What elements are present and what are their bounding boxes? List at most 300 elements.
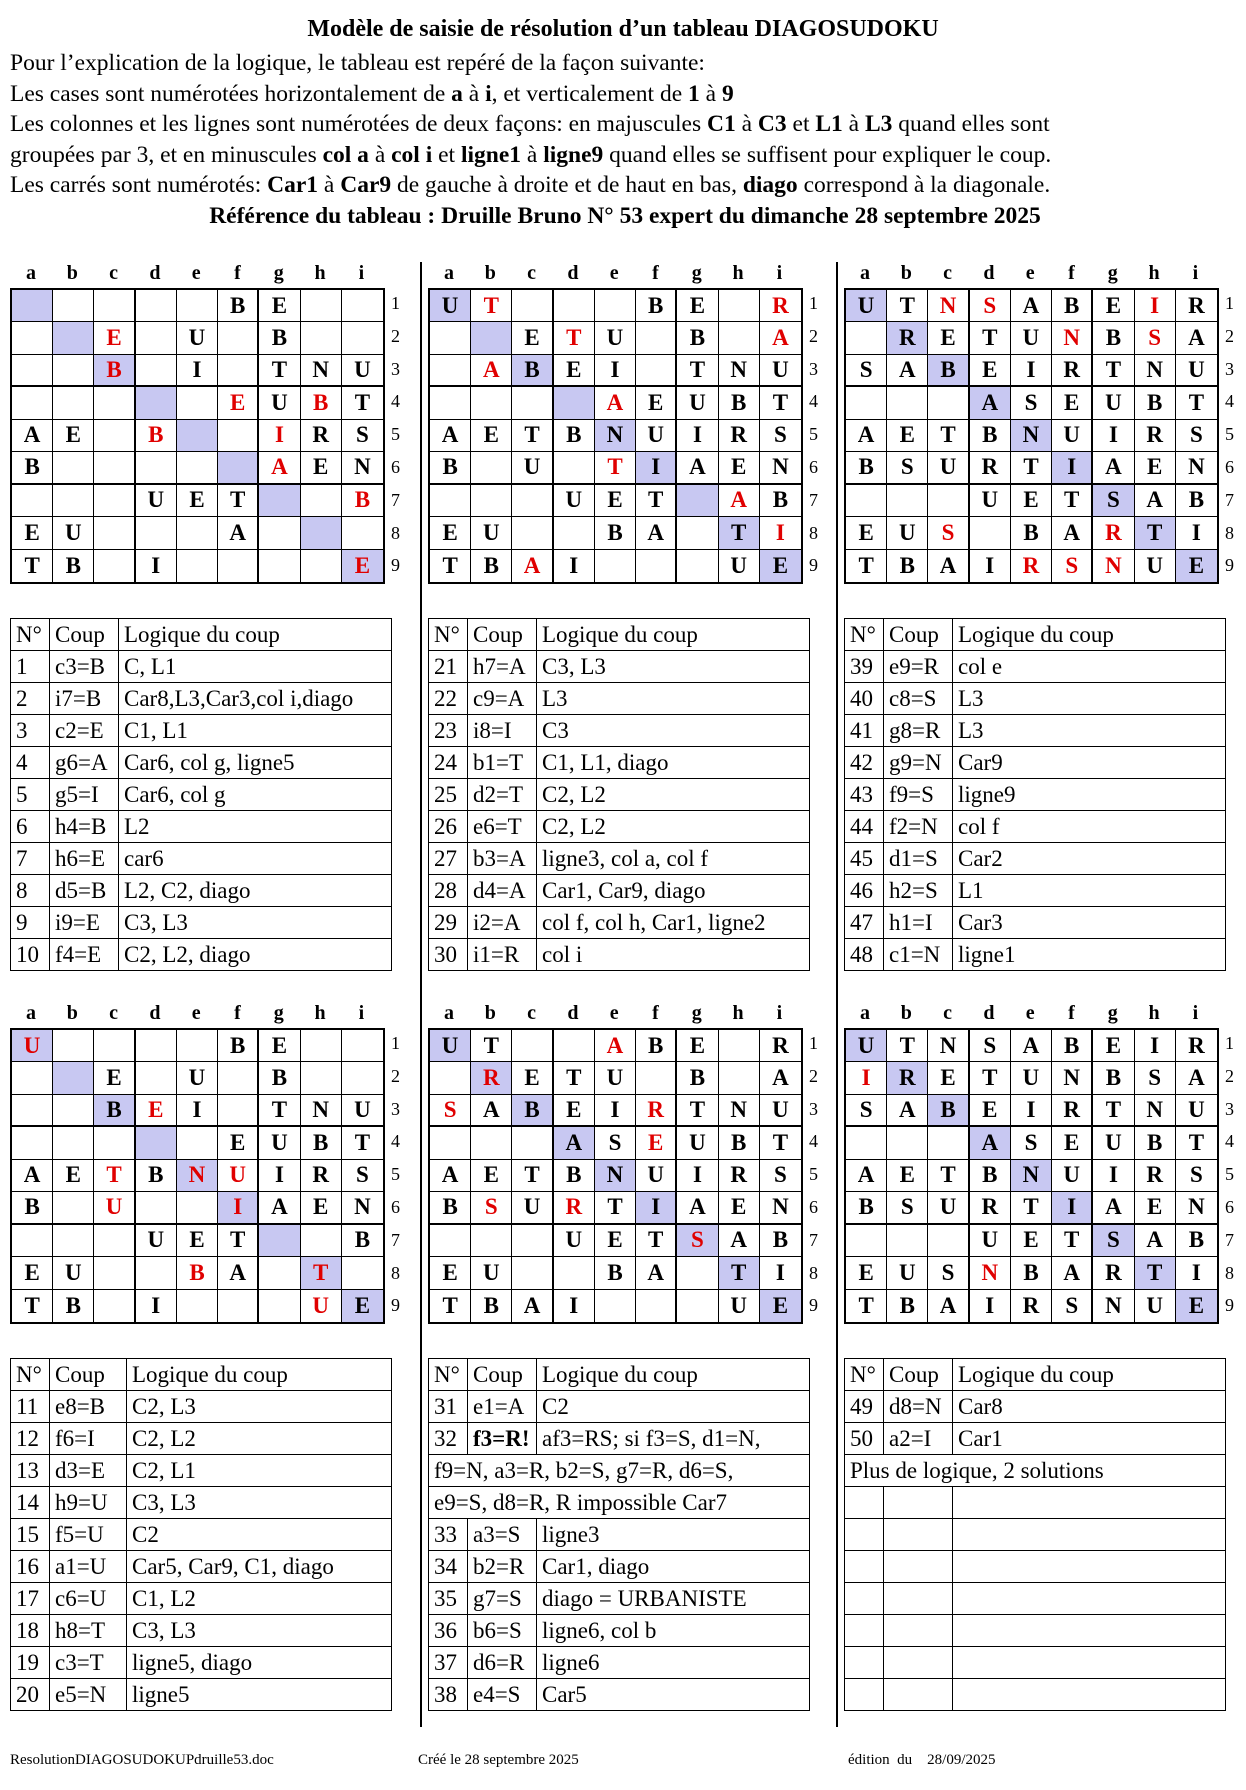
grid-cell xyxy=(677,550,718,582)
footer-filename: ResolutionDIAGOSUDOKUPdruille53.doc xyxy=(10,1752,274,1768)
grid-cell: T xyxy=(1135,517,1176,549)
row-number: 4 xyxy=(1225,391,1234,412)
log-cell: Car8,L3,Car3,col i,diago xyxy=(119,683,392,715)
grid-cell: B xyxy=(301,387,342,419)
grid-cell: U xyxy=(1093,387,1134,419)
log-cell: C3, L3 xyxy=(119,907,392,939)
grid-cell: U xyxy=(719,550,760,582)
row-number: 7 xyxy=(1225,489,1234,510)
grid-cell: R xyxy=(887,1062,928,1094)
log-cell: col e xyxy=(953,651,1226,683)
grid-cell: E xyxy=(218,1127,259,1159)
grid-cell xyxy=(471,1127,512,1159)
grid-cell: T xyxy=(218,1225,259,1257)
grid-cell: U xyxy=(719,1290,760,1322)
table-row xyxy=(429,1583,810,1615)
row-number: 7 xyxy=(809,1229,818,1250)
table-row xyxy=(845,1487,1226,1519)
grid-cell: T xyxy=(719,1257,760,1289)
grid-cell: E xyxy=(1093,290,1134,322)
log-cell: 20 xyxy=(11,1679,50,1711)
log-cell: h8=T xyxy=(50,1615,127,1647)
column-letter: i xyxy=(358,1002,365,1024)
grid-cell xyxy=(342,1062,383,1094)
move-log-table xyxy=(10,1358,392,1711)
log-cell: C3, L3 xyxy=(127,1487,392,1519)
grid-cell: E xyxy=(259,1030,300,1062)
log-header-cell: N° xyxy=(429,619,468,651)
grid-cell: S xyxy=(1135,322,1176,354)
grid-cell: R xyxy=(1176,290,1217,322)
column-letter: g xyxy=(273,262,284,284)
column-header xyxy=(844,262,1244,284)
column-letter: a xyxy=(444,1002,454,1024)
log-cell: 46 xyxy=(845,875,884,907)
grid-cell: B xyxy=(970,1160,1011,1192)
grid-cell xyxy=(94,550,135,582)
column-letter: a xyxy=(860,1002,870,1024)
log-header-cell: Coup xyxy=(50,1359,127,1391)
grid-cell: I xyxy=(1135,1030,1176,1062)
table-row xyxy=(11,811,392,843)
footer-edition: édition du 28/09/2025 xyxy=(848,1752,996,1768)
grid-cell: B xyxy=(1052,290,1093,322)
grid-cell: S xyxy=(595,1127,636,1159)
row-number: 4 xyxy=(1225,1131,1234,1152)
grid-cell xyxy=(177,550,218,582)
grid-cell xyxy=(94,485,135,517)
grid-cell: S xyxy=(760,1160,801,1192)
table-row xyxy=(429,651,810,683)
log-cell: ligne5, diago xyxy=(127,1647,392,1679)
grid-cell: B xyxy=(136,1160,177,1192)
grid-cell: T xyxy=(970,1062,1011,1094)
grid-cell: T xyxy=(218,485,259,517)
grid-cell xyxy=(218,1290,259,1322)
log-cell: d6=R xyxy=(468,1647,537,1679)
grid-cell: U xyxy=(1052,420,1093,452)
grid-cell xyxy=(218,420,259,452)
grid-cell xyxy=(259,1290,300,1322)
log-cell: 48 xyxy=(845,939,884,971)
table-row xyxy=(845,1679,1226,1711)
grid-cell xyxy=(430,1127,471,1159)
log-cell: 8 xyxy=(11,875,50,907)
log-cell: Plus de logique, 2 solutions xyxy=(845,1455,1226,1487)
grid-cell xyxy=(846,485,887,517)
column-letter: e xyxy=(1025,262,1035,284)
grid-cell xyxy=(512,290,553,322)
grid-cell xyxy=(177,1290,218,1322)
grid-cell: U xyxy=(1176,355,1217,387)
grid-cell: I xyxy=(1011,1095,1052,1127)
log-cell xyxy=(884,1583,953,1615)
log-header-cell: Coup xyxy=(468,1359,537,1391)
log-cell: Car1, Car9, diago xyxy=(537,875,810,907)
grid-cell: A xyxy=(636,1257,677,1289)
log-cell: e9=S, d8=R, R impossible Car7 xyxy=(429,1487,810,1519)
grid-cell: B xyxy=(430,452,471,484)
log-cell: ligne3, col a, col f xyxy=(537,843,810,875)
grid-cell: A xyxy=(760,322,801,354)
grid-cell: R xyxy=(1135,420,1176,452)
log-cell xyxy=(884,1519,953,1551)
column-letter: c xyxy=(943,1002,953,1024)
log-cell: diago = URBANISTE xyxy=(537,1583,810,1615)
row-header xyxy=(1225,288,1245,584)
grid-cell: S xyxy=(430,1095,471,1127)
column-letter: f xyxy=(234,1002,241,1024)
grid-cell xyxy=(846,1127,887,1159)
grid-cell: A xyxy=(1135,1225,1176,1257)
column-letter: h xyxy=(732,262,744,284)
log-cell xyxy=(953,1487,1226,1519)
row-number: 2 xyxy=(809,325,818,346)
grid-cell: S xyxy=(1052,1290,1093,1322)
log-cell: 35 xyxy=(429,1583,468,1615)
column-letter: h xyxy=(732,1002,744,1024)
log-cell: C, L1 xyxy=(119,651,392,683)
table-row xyxy=(11,875,392,907)
log-cell: 10 xyxy=(11,939,50,971)
grid-cell xyxy=(94,517,135,549)
grid-cell xyxy=(636,1062,677,1094)
grid-cell xyxy=(218,1095,259,1127)
grid-cell xyxy=(259,1225,300,1257)
log-cell: 30 xyxy=(429,939,468,971)
grid-cell xyxy=(342,517,383,549)
grid-cell: R xyxy=(719,1160,760,1192)
table-row xyxy=(845,1391,1226,1423)
grid-cell: I xyxy=(595,355,636,387)
grid-cell: B xyxy=(136,420,177,452)
grid-cell: T xyxy=(595,452,636,484)
grid-cell: N xyxy=(342,452,383,484)
grid-cell xyxy=(177,420,218,452)
log-cell: h2=S xyxy=(884,875,953,907)
grid-cell: T xyxy=(1011,452,1052,484)
grid-cell: A xyxy=(430,420,471,452)
row-number: 9 xyxy=(1225,1295,1234,1316)
log-cell: C2, L1 xyxy=(127,1455,392,1487)
grid-cell: I xyxy=(595,1095,636,1127)
grid-cell: U xyxy=(636,420,677,452)
log-cell: c3=T xyxy=(50,1647,127,1679)
log-cell: i8=I xyxy=(468,715,537,747)
grid-cell xyxy=(53,1030,94,1062)
grid-cell xyxy=(301,1062,342,1094)
row-number: 8 xyxy=(391,1262,400,1283)
grid-cell: N xyxy=(177,1160,218,1192)
row-number: 7 xyxy=(1225,1229,1234,1250)
grid-cell: A xyxy=(218,517,259,549)
grid-cell: A xyxy=(595,387,636,419)
log-cell xyxy=(845,1487,884,1519)
grid-cell: T xyxy=(760,1127,801,1159)
log-header-cell: Logique du coup xyxy=(119,619,392,651)
grid-cell: I xyxy=(136,550,177,582)
grid-cell: B xyxy=(887,1290,928,1322)
row-number: 7 xyxy=(391,489,400,510)
grid-cell xyxy=(136,452,177,484)
grid-cell: E xyxy=(177,1225,218,1257)
footer-created: Créé le 28 septembre 2025 xyxy=(418,1752,579,1768)
sudoku-grid xyxy=(428,288,803,584)
log-header-cell: N° xyxy=(11,1359,50,1391)
grid-cell: A xyxy=(887,1095,928,1127)
log-cell: L2, C2, diago xyxy=(119,875,392,907)
log-cell: C2, L2 xyxy=(537,811,810,843)
grid-cell: R xyxy=(970,1192,1011,1224)
log-cell: 25 xyxy=(429,779,468,811)
log-cell: g5=I xyxy=(50,779,119,811)
grid-cell xyxy=(53,485,94,517)
grid-cell: S xyxy=(1052,550,1093,582)
table-row xyxy=(845,1551,1226,1583)
table-row xyxy=(429,747,810,779)
log-cell: i1=R xyxy=(468,939,537,971)
grid-cell: I xyxy=(1176,517,1217,549)
log-cell: C1, L1, diago xyxy=(537,747,810,779)
column-letter: c xyxy=(109,262,119,284)
grid-cell: A xyxy=(928,1290,969,1322)
row-number: 2 xyxy=(1225,325,1234,346)
table-row xyxy=(845,651,1226,683)
row-number: 3 xyxy=(809,1098,818,1119)
log-cell: c8=S xyxy=(884,683,953,715)
grid-cell: R xyxy=(636,1095,677,1127)
grid-cell: U xyxy=(1135,550,1176,582)
grid-cell: E xyxy=(1093,1030,1134,1062)
grid-cell: I xyxy=(636,1192,677,1224)
log-cell: g8=R xyxy=(884,715,953,747)
column-letter: c xyxy=(527,1002,537,1024)
log-cell: ligne6, col b xyxy=(537,1615,810,1647)
grid-cell: E xyxy=(760,550,801,582)
grid-cell xyxy=(12,1225,53,1257)
grid-cell xyxy=(177,387,218,419)
grid-cell: I xyxy=(970,550,1011,582)
grid-cell: B xyxy=(677,1062,718,1094)
log-cell: c3=B xyxy=(50,651,119,683)
log-cell: ligne1 xyxy=(953,939,1226,971)
log-cell: 2 xyxy=(11,683,50,715)
log-cell: d2=T xyxy=(468,779,537,811)
grid-cell: S xyxy=(342,1160,383,1192)
grid-cell xyxy=(554,1030,595,1062)
log-cell: L3 xyxy=(953,715,1226,747)
grid-cell: B xyxy=(177,1257,218,1289)
grid-cell: E xyxy=(887,420,928,452)
log-cell: C2, L3 xyxy=(127,1391,392,1423)
grid-cell xyxy=(177,517,218,549)
grid-cell: U xyxy=(177,322,218,354)
grid-cell: A xyxy=(259,452,300,484)
table-row xyxy=(845,811,1226,843)
grid-cell: B xyxy=(512,355,553,387)
log-cell xyxy=(953,1615,1226,1647)
table-row xyxy=(11,651,392,683)
table-row xyxy=(845,747,1226,779)
table-row xyxy=(845,1615,1226,1647)
grid-cell: U xyxy=(887,517,928,549)
row-number: 6 xyxy=(809,457,818,477)
grid-cell: I xyxy=(677,1160,718,1192)
grid-cell xyxy=(53,322,94,354)
column-letter: i xyxy=(1192,1002,1199,1024)
column-letter: i xyxy=(1192,262,1199,284)
grid-cell xyxy=(53,1192,94,1224)
log-cell: 34 xyxy=(429,1551,468,1583)
grid-cell xyxy=(12,322,53,354)
log-cell: e1=A xyxy=(468,1391,537,1423)
grid-cell: T xyxy=(554,1062,595,1094)
log-cell: C3 xyxy=(537,715,810,747)
grid-cell: E xyxy=(12,517,53,549)
row-number: 6 xyxy=(391,1197,400,1217)
grid-cell xyxy=(846,1225,887,1257)
grid-cell: U xyxy=(430,1030,471,1062)
grid-cell xyxy=(512,1225,553,1257)
log-cell: a1=U xyxy=(50,1551,127,1583)
grid-cell: A xyxy=(512,550,553,582)
row-number: 2 xyxy=(809,1065,818,1086)
grid-cell xyxy=(136,1127,177,1159)
log-cell: 19 xyxy=(11,1647,50,1679)
log-cell: 6 xyxy=(11,811,50,843)
log-cell: d3=E xyxy=(50,1455,127,1487)
move-log-table xyxy=(428,618,810,971)
grid-cell: E xyxy=(1011,485,1052,517)
grid-cell xyxy=(887,1225,928,1257)
log-cell: col f, col h, Car1, ligne2 xyxy=(537,907,810,939)
grid-cell: U xyxy=(1093,1127,1134,1159)
grid-cell: T xyxy=(1176,1127,1217,1159)
row-number: 5 xyxy=(809,1164,818,1185)
grid-cell: T xyxy=(430,1290,471,1322)
grid-cell: B xyxy=(94,1095,135,1127)
column-letter: e xyxy=(191,1002,201,1024)
log-cell: 44 xyxy=(845,811,884,843)
column-header xyxy=(428,1002,828,1024)
move-log-table xyxy=(428,1358,810,1711)
table-row xyxy=(845,683,1226,715)
grid-cell: I xyxy=(1135,290,1176,322)
log-cell: 50 xyxy=(845,1423,884,1455)
grid-cell: U xyxy=(554,485,595,517)
grid-cell: A xyxy=(719,485,760,517)
grid-cell: U xyxy=(218,1160,259,1192)
grid-cell xyxy=(719,1030,760,1062)
column-letter: b xyxy=(484,1002,496,1024)
grid-cell xyxy=(94,1030,135,1062)
table-row xyxy=(11,715,392,747)
column-letter: i xyxy=(776,262,783,284)
log-cell: f2=N xyxy=(884,811,953,843)
grid-cell: E xyxy=(636,1127,677,1159)
grid-cell: I xyxy=(1093,420,1134,452)
grid-cell: R xyxy=(760,1030,801,1062)
log-cell: Car1, diago xyxy=(537,1551,810,1583)
grid-cell: A xyxy=(512,1290,553,1322)
grid-cell: E xyxy=(554,355,595,387)
log-cell xyxy=(953,1679,1226,1711)
grid-cell: B xyxy=(218,1030,259,1062)
grid-cell xyxy=(719,290,760,322)
log-header-cell: N° xyxy=(845,1359,884,1391)
grid-cell: E xyxy=(1052,387,1093,419)
grid-cell xyxy=(259,517,300,549)
row-number: 8 xyxy=(391,522,400,543)
grid-cell: B xyxy=(887,550,928,582)
column-letter: d xyxy=(567,1002,579,1024)
log-cell: e5=N xyxy=(50,1679,127,1711)
row-number: 2 xyxy=(1225,1065,1234,1086)
grid-cell: E xyxy=(430,1257,471,1289)
grid-cell: U xyxy=(554,1225,595,1257)
grid-cell: B xyxy=(53,1290,94,1322)
grid-cell: T xyxy=(719,517,760,549)
grid-cell xyxy=(512,1257,553,1289)
grid-cell xyxy=(887,387,928,419)
table-row xyxy=(11,1679,392,1711)
column-letter: a xyxy=(26,262,36,284)
log-cell: 49 xyxy=(845,1391,884,1423)
grid-cell: B xyxy=(471,550,512,582)
grid-cell xyxy=(53,1095,94,1127)
grid-cell: S xyxy=(471,1192,512,1224)
log-cell: d1=S xyxy=(884,843,953,875)
grid-cell: E xyxy=(430,517,471,549)
table-row xyxy=(429,1679,810,1711)
grid-cell xyxy=(887,1127,928,1159)
grid-cell: A xyxy=(259,1192,300,1224)
grid-cell: E xyxy=(595,485,636,517)
log-cell: f4=E xyxy=(50,939,119,971)
column-letter: b xyxy=(900,1002,912,1024)
log-cell: 45 xyxy=(845,843,884,875)
grid-cell: E xyxy=(970,355,1011,387)
log-cell xyxy=(953,1583,1226,1615)
grid-cell: U xyxy=(53,1257,94,1289)
column-letter: g xyxy=(1107,1002,1118,1024)
log-cell: Car9 xyxy=(953,747,1226,779)
log-cell: 24 xyxy=(429,747,468,779)
grid-cell: B xyxy=(928,355,969,387)
log-cell: 7 xyxy=(11,843,50,875)
grid-cell: I xyxy=(554,1290,595,1322)
column-divider xyxy=(836,262,838,1727)
grid-cell: E xyxy=(512,1062,553,1094)
table-row xyxy=(429,1647,810,1679)
intro-line-1: Pour l’explication de la logique, le tableau est repéré de la façon suivante: xyxy=(10,50,705,76)
row-number: 8 xyxy=(809,1262,818,1283)
grid-cell xyxy=(218,322,259,354)
grid-cell: U xyxy=(1011,322,1052,354)
grid-cell: U xyxy=(136,1225,177,1257)
grid-cell: T xyxy=(1011,1192,1052,1224)
grid-cell: U xyxy=(595,1062,636,1094)
grid-cell xyxy=(12,485,53,517)
grid-cell xyxy=(136,387,177,419)
row-number: 8 xyxy=(1225,1262,1234,1283)
log-header-cell: Logique du coup xyxy=(537,1359,810,1391)
row-number: 8 xyxy=(809,522,818,543)
grid-cell: E xyxy=(301,1192,342,1224)
row-number: 3 xyxy=(1225,1098,1234,1119)
grid-cell xyxy=(301,550,342,582)
intro-line-3: Les colonnes et les lignes sont numérotées de deux façons: en majuscules C1 à C3 et L1 à L3 quand elles sont xyxy=(10,111,1050,137)
